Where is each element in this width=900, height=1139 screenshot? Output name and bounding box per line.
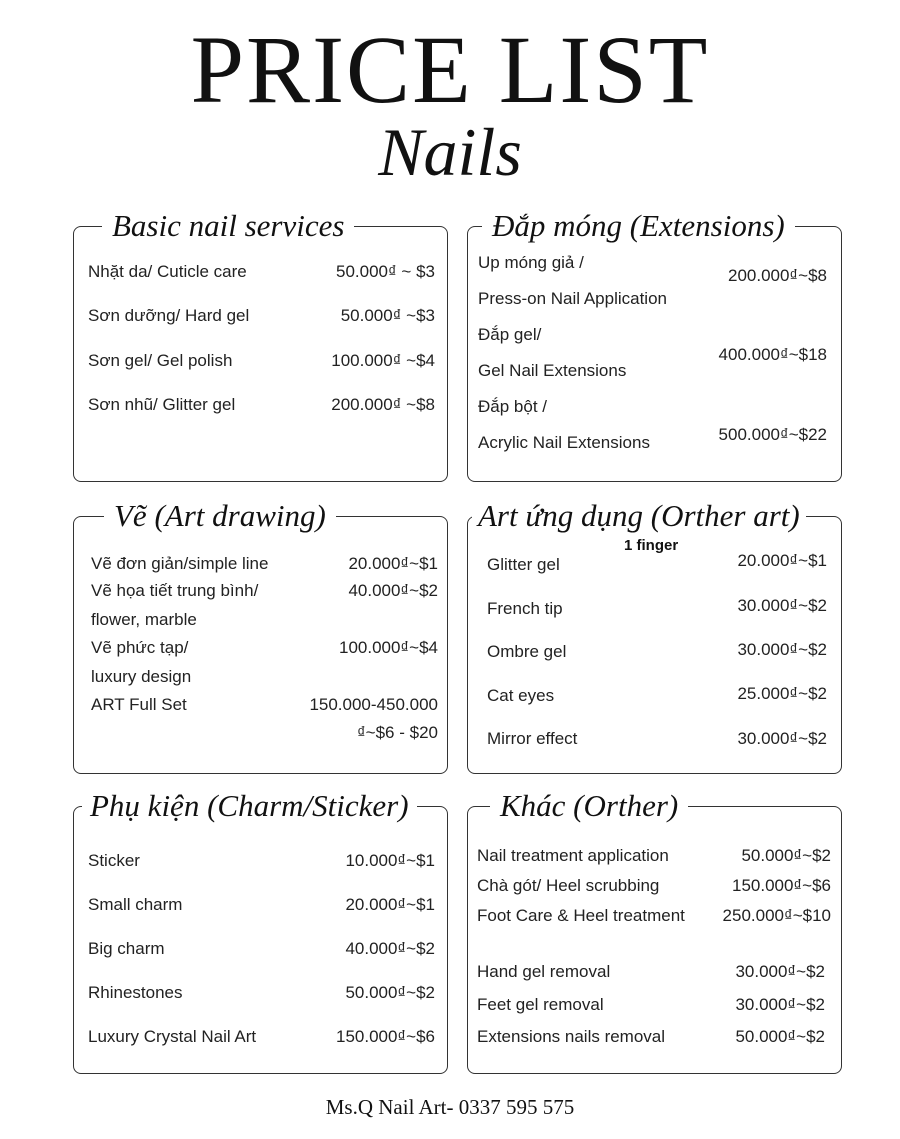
service-price: 400.000₫~$18 xyxy=(718,345,827,364)
service-name: Sticker xyxy=(88,851,140,870)
service-name: Rhinestones xyxy=(88,983,183,1002)
service-name: Đắp gel/ xyxy=(478,325,542,344)
extensions-panel xyxy=(467,208,842,482)
service-price: 20.000₫~$1 xyxy=(345,895,435,914)
service-name: Nhặt da/ Cuticle care xyxy=(88,262,247,281)
list-item xyxy=(91,581,438,631)
service-price: 25.000₫~$2 xyxy=(737,684,827,703)
service-name: Sơn gel/ Gel polish xyxy=(88,351,233,370)
art-drawing-title: Vẽ (Art drawing) xyxy=(104,498,336,534)
list-item xyxy=(478,397,827,457)
service-price: 20.000₫~$1 xyxy=(348,554,438,573)
service-price: 50.000₫ ~$3 xyxy=(340,306,435,325)
service-price-detail: ₫~$6 - $20 xyxy=(356,723,438,742)
service-name-detail: Acrylic Nail Extensions xyxy=(478,433,650,452)
service-name: Sơn nhũ/ Glitter gel xyxy=(88,395,236,414)
service-price: 50.000₫ ~ $3 xyxy=(335,262,435,281)
service-name: Extensions nails removal xyxy=(477,1027,666,1046)
service-price: 40.000₫~$2 xyxy=(348,581,438,600)
list-item xyxy=(478,253,827,313)
service-price: 100.000₫ ~$4 xyxy=(331,351,435,370)
accessories-title: Phụ kiện (Charm/Sticker) xyxy=(82,788,417,824)
service-name: Feet gel removal xyxy=(477,995,604,1014)
service-name-detail: luxury design xyxy=(91,667,192,686)
list-item xyxy=(91,695,438,745)
per-finger-note: 1 finger xyxy=(624,537,679,554)
service-name: Small charm xyxy=(88,895,183,914)
service-price: 20.000₫~$1 xyxy=(737,551,827,570)
service-name: Đắp bột / xyxy=(478,397,547,416)
service-name: Glitter gel xyxy=(487,555,560,574)
service-name: Vẽ phức tạp/ xyxy=(91,638,189,657)
service-price: 200.000₫ ~$8 xyxy=(331,395,435,414)
service-price: 500.000₫~$22 xyxy=(718,425,827,444)
page-subtitle: Nails xyxy=(378,114,522,190)
footer-contact: Ms.Q Nail Art- 0337 595 575 xyxy=(325,1095,575,1119)
service-name: Big charm xyxy=(88,939,165,958)
service-price: 50.000₫~$2 xyxy=(735,1027,825,1046)
service-name: Up móng giả / xyxy=(478,253,584,272)
service-name: Foot Care & Heel treatment xyxy=(477,906,685,925)
service-price: 30.000₫~$2 xyxy=(737,596,827,615)
service-price: 200.000₫~$8 xyxy=(727,266,827,285)
service-price: 150.000₫~$6 xyxy=(731,876,831,895)
service-price: 50.000₫~$2 xyxy=(345,983,435,1002)
service-price: 30.000₫~$2 xyxy=(735,962,825,981)
list-item xyxy=(478,325,827,385)
service-name-detail: flower, marble xyxy=(91,610,197,629)
service-name: Chà gót/ Heel scrubbing xyxy=(477,876,660,895)
service-name: Vẽ đơn giản/simple line xyxy=(91,554,269,573)
accessories-panel xyxy=(73,788,448,1074)
basic-services-title: Basic nail services xyxy=(102,208,354,244)
list-item xyxy=(91,638,438,688)
basic-services-panel xyxy=(73,208,448,482)
service-price: 150.000₫~$6 xyxy=(335,1027,435,1046)
service-name-detail: Gel Nail Extensions xyxy=(478,361,627,380)
art-drawing-panel xyxy=(73,498,448,774)
service-name: Sơn dưỡng/ Hard gel xyxy=(88,306,250,325)
service-price: 10.000₫~$1 xyxy=(345,851,435,870)
service-name: Vẽ họa tiết trung bình/ xyxy=(91,581,259,600)
service-price: 250.000₫~$10 xyxy=(722,906,831,925)
service-name: ART Full Set xyxy=(91,695,187,714)
other-panel xyxy=(467,788,842,1074)
service-name: Mirror effect xyxy=(487,729,578,748)
extensions-title: Đắp móng (Extensions) xyxy=(482,208,795,244)
service-name: Nail treatment application xyxy=(477,846,669,865)
service-price: 150.000-450.000 xyxy=(309,695,438,714)
other-art-title: Art ứng dụng (Orther art) xyxy=(472,498,806,534)
service-name-detail: Press-on Nail Application xyxy=(478,289,667,308)
page-title: PRICE LIST xyxy=(190,16,710,123)
other-art-panel xyxy=(467,498,842,774)
service-price: 40.000₫~$2 xyxy=(345,939,435,958)
service-name: Hand gel removal xyxy=(477,962,611,981)
service-price: 50.000₫~$2 xyxy=(741,846,831,865)
service-name: Cat eyes xyxy=(487,686,555,705)
service-price: 100.000₫~$4 xyxy=(338,638,438,657)
service-name: Luxury Crystal Nail Art xyxy=(88,1027,257,1046)
service-name: French tip xyxy=(487,599,563,618)
service-price: 30.000₫~$2 xyxy=(737,640,827,659)
service-name: Ombre gel xyxy=(487,642,567,661)
other-title: Khác (Orther) xyxy=(490,788,688,824)
service-price: 30.000₫~$2 xyxy=(735,995,825,1014)
service-price: 30.000₫~$2 xyxy=(737,729,827,748)
